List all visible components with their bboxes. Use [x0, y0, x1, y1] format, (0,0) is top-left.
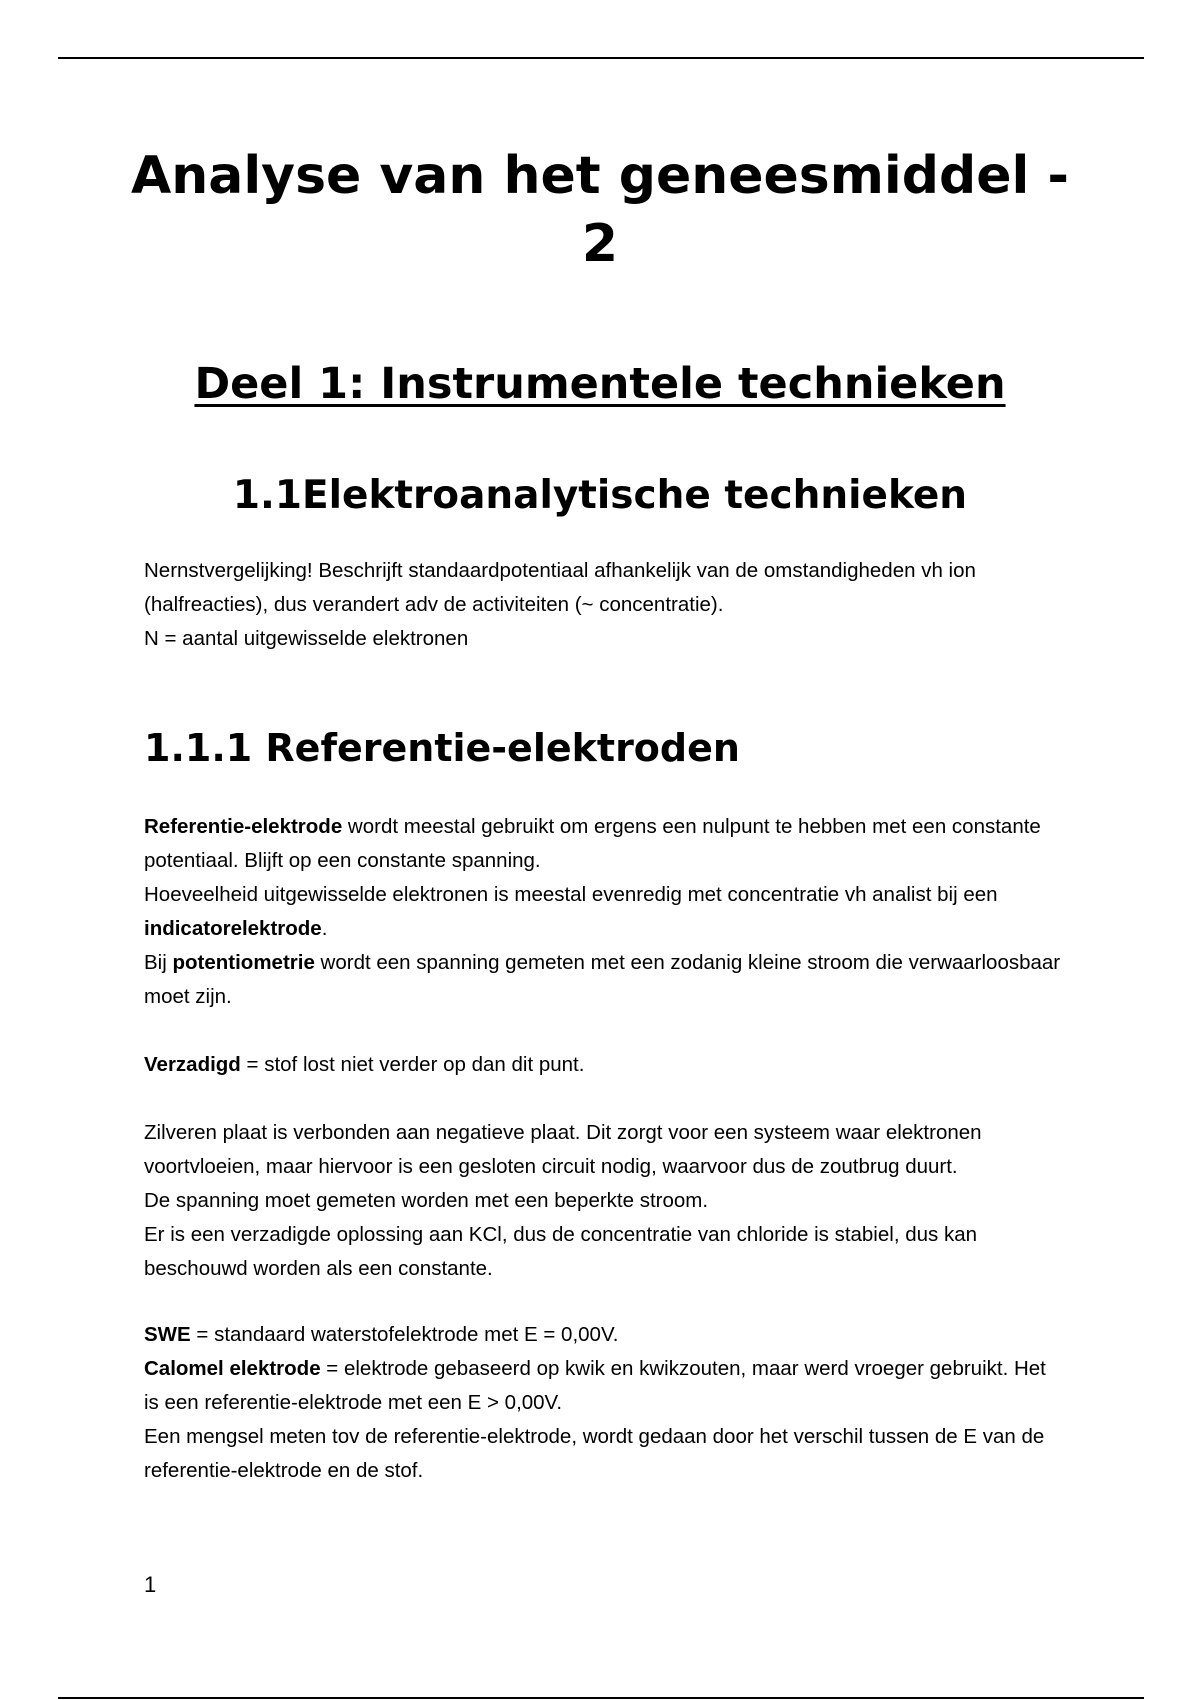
intro-line-1: Nernstvergelijking! Beschrijft standaardpotentiaal afhankelijk van de omstandigheden vh ion (halfreacties), dus verandert adv de activiteiten (~ concentratie). [144, 559, 976, 616]
subsection-heading: 1.1.1 Referentie-elektroden [144, 726, 740, 770]
referentie-text-3: Bij [144, 951, 173, 974]
zilver-line-2: De spanning moet gemeten worden met een beperkte stroom. [144, 1189, 709, 1212]
zilver-line-1: Zilveren plaat is verbonden aan negatieve plaat. Dit zorgt voor een systeem waar elektronen voortvloeien, maar hiervoor is een gesloten circuit nodig, waarvoor dus de zoutbrug duurt. [144, 1121, 982, 1178]
referentie-text-3-end: wordt een spanning gemeten met een zodanig kleine stroom die verwaarloosbaar moet zijn. [144, 951, 1061, 1008]
term-indicatorelektrode: indicatorelektrode [144, 917, 322, 940]
referentie-text-1: wordt meestal gebruikt om ergens een nulpunt te hebben met een constante potentiaal. Blijft op een constante spanning. [144, 815, 1041, 872]
term-potentiometrie: potentiometrie [172, 951, 315, 974]
term-calomel-elektrode: Calomel elektrode [144, 1357, 321, 1380]
verzadigd-text: = stof lost niet verder op dan dit punt. [240, 1053, 585, 1076]
referentie-text-2-end: . [321, 917, 328, 940]
term-swe: SWE [144, 1323, 191, 1346]
referentie-paragraph [144, 810, 1064, 1014]
zilver-line-3: Er is een verzadigde oplossing aan KCl, dus de concentratie van chloride is stabiel, dus kan beschouwd worden als een constante. [144, 1223, 978, 1280]
referentie-text-2: Hoeveelheid uitgewisselde elektronen is meestal evenredig met concentratie vh analist bij een [144, 883, 998, 906]
swe-text-1: = standaard waterstofelektrode met E = 0,00V. [190, 1323, 619, 1346]
swe-text-3: Een mengsel meten tov de referentie-elektrode, wordt gedaan door het verschil tussen de E van de referentie-elektrode en de stof. [144, 1425, 1045, 1482]
intro-line-2: N = aantal uitgewisselde elektronen [144, 627, 469, 650]
verzadigd-paragraph [144, 1048, 1064, 1082]
part-heading [0, 355, 1200, 413]
part-heading-text: Deel 1: Instrumentele technieken [194, 359, 1006, 409]
intro-paragraph [144, 554, 1064, 656]
swe-paragraph [144, 1318, 1064, 1488]
zilver-paragraph [144, 1116, 1064, 1286]
page-number: 1 [144, 1572, 157, 1597]
footer-rule [58, 1697, 1144, 1699]
term-verzadigd: Verzadigd [144, 1053, 241, 1076]
document-title: Analyse van het geneesmiddel - 2 [131, 146, 1069, 274]
swe-text-2: = elektrode gebaseerd op kwik en kwikzouten, maar werd vroeger gebruikt. Het is een referentie-elektrode met een E > 0,00V. [144, 1357, 1046, 1414]
header-rule [58, 57, 1144, 59]
term-referentie-elektrode: Referentie-elektrode [144, 815, 343, 838]
section-heading: 1.1Elektroanalytische technieken [232, 473, 968, 518]
